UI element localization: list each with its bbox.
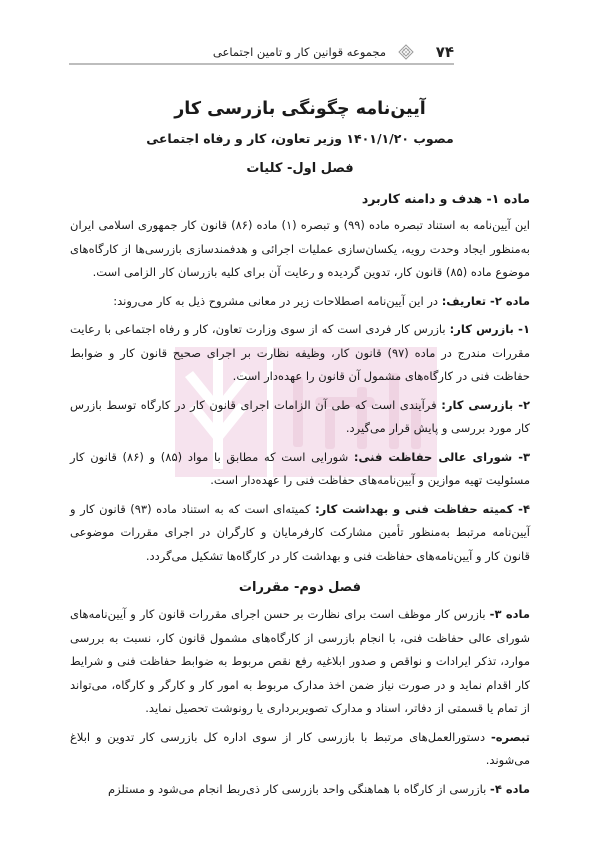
document-subtitle: مصوب ۱۴۰۱/۱/۲۰ وزیر تعاون، کار و رفاه اجتماعی bbox=[146, 131, 454, 146]
note-label: تبصره- bbox=[490, 729, 530, 744]
definition-1-label: ۱- بازرس کار: bbox=[449, 322, 530, 336]
definition-3 bbox=[70, 446, 530, 493]
article-1-heading: ماده ۱- هدف و دامنه کاربرد bbox=[361, 191, 530, 206]
document-body bbox=[70, 90, 530, 806]
article-3-text: بازرس کار موظف است برای نظارت بر حسن اجرای مقررات قانون کار و آیین‌نامه‌های شورای عالی حفاظت فنی، با انجام بازرسی از کارگاه‌های مشمول قانون کار، نسبت به بررسی موارد، تذکر ایرادات و نواقص و صدور ابلاغیه رفع نقص مربوط به ضوابط حفاظت فنی و شرایط کار اقدام نماید و در صورت نیاز ضمن اخذ مدارک مربوط به امور کار و کارگر و کارگاه، می‌تواند از تمام یا قسمتی از دفاتر، اسناد و مدارک تصویربرداری یا رونوشت تحصیل نماید. bbox=[70, 607, 530, 715]
definition-4-label: ۴- کمیته حفاظت فنی و بهداشت کار: bbox=[315, 501, 530, 516]
note-text: دستورالعمل‌های مرتبط با بازرسی کار از سوی اداره کل بازرسی کار تدوین و ابلاغ می‌شوند. bbox=[70, 729, 530, 767]
article-2 bbox=[70, 290, 530, 314]
definition-3-text: شورایی است که مطابق با مواد (۸۵) و (۸۶) قانون کار مسئولیت تهیه موازین و آیین‌نامه‌های حفاظت فنی را عهده‌دار است. bbox=[70, 449, 530, 487]
running-header bbox=[69, 36, 454, 66]
page-number: ۷۴ bbox=[435, 43, 454, 61]
definition-1-text: بازرس کار فردی است که از سوی وزارت تعاون، کار و رفاه اجتماعی با رعایت مقررات مندرج در ماده (۹۷) قانون کار، وظیفه نظارت بر اجرای صحیح قانون کار و ضوابط حفاظت فنی در کارگاه‌های مشمول آن قانون را عهده‌دار است. bbox=[70, 322, 530, 383]
definition-4 bbox=[70, 498, 530, 569]
article-4 bbox=[70, 778, 530, 802]
definition-2 bbox=[70, 394, 530, 441]
article-1-text: این آیین‌نامه به استناد تبصره ماده (۹۹) و تبصره (۱) ماده (۸۶) قانون کار جمهوری اسلامی ایران به‌منظور ایجاد وحدت رویه، یکسان‌سازی عملیات اجرائی و هدفمندسازی بازرسی‌ها از کارگاه‌های موضوع ماده (۸۵) قانون کار، تدوین گردیده و رعایت آن برای کلیه بازرسان کار الزامی است. bbox=[70, 218, 530, 279]
chapter-2-heading: فصل دوم- مقررات bbox=[238, 580, 362, 595]
article-3 bbox=[70, 603, 530, 721]
document-title: آیین‌نامه چگونگی بازرسی کار bbox=[174, 99, 426, 119]
definition-1 bbox=[70, 318, 530, 389]
definition-4-text: کمیته‌ای است که به استناد ماده (۹۳) قانون کار و آیین‌نامه مرتبط به‌منظور تأمین مشارکت کارفرمایان و کارگران در اجرای مقررات موضوعی قانون کار و آیین‌نامه‌های حفاظت فنی و بهداشت کار در کارگاه‌ها تشکیل می‌گردد. bbox=[70, 501, 530, 563]
chapter-1-heading: فصل اول- کلیات bbox=[246, 161, 354, 176]
diamond-ornament-icon bbox=[398, 44, 414, 60]
definition-3-label: ۳- شورای عالی حفاظت فنی: bbox=[353, 449, 531, 464]
article-4-label: ماده ۴- bbox=[490, 781, 530, 796]
definition-2-text: فرآیندی است که طی آن الزامات اجرای قانون کار در کارگاه توسط بازرس کار مورد بررسی و پایش قرار می‌گیرد. bbox=[70, 397, 530, 435]
article-2-text: در این آیین‌نامه اصطلاحات زیر در معانی مشروح ذیل به کار می‌روند: bbox=[113, 293, 442, 308]
header-divider bbox=[69, 63, 454, 65]
book-title: مجموعه قوانین کار و تامین اجتماعی bbox=[212, 45, 386, 59]
article-2-label: ماده ۲- تعاریف: bbox=[441, 293, 530, 308]
definition-2-label: ۲- بازرسی کار: bbox=[441, 397, 531, 412]
note bbox=[70, 726, 530, 773]
article-4-text: بازرسی از کارگاه با هماهنگی واحد بازرسی کار ذی‌ربط انجام می‌شود و مستلزم bbox=[107, 781, 491, 796]
article-3-label: ماده ۳- bbox=[489, 607, 530, 621]
